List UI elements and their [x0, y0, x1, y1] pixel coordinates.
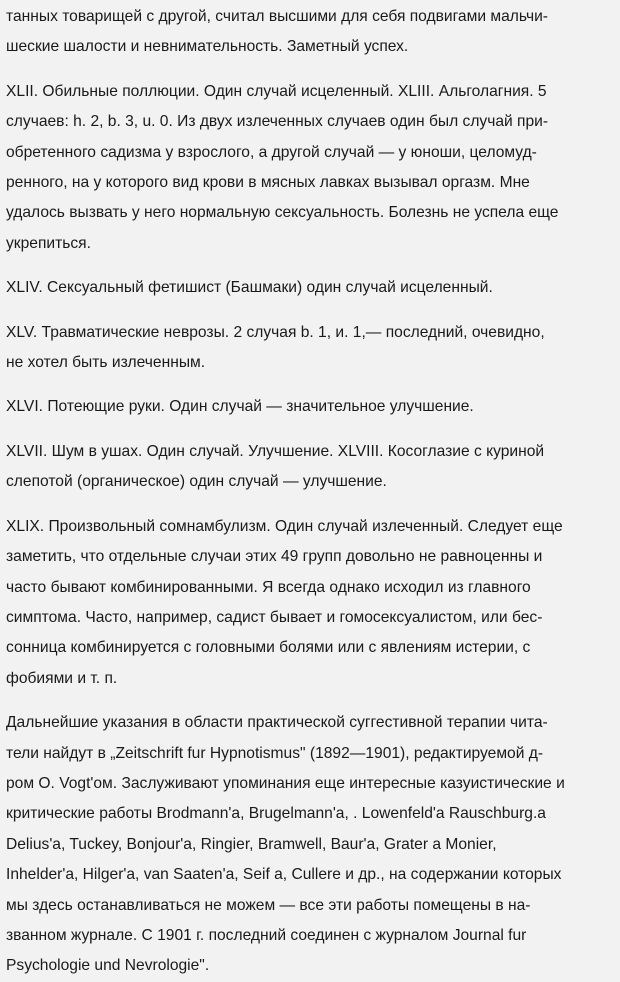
text-line: ром О. Vogt'ом. Заслуживают упоминания еще интересные казуистические и — [6, 774, 565, 792]
text-line: заметить, что отдельные случаи этих 49 групп довольно не равноценны и — [6, 548, 543, 566]
paragraph — [6, 437, 614, 498]
text-line: симптома. Часто, например, садист бывает и гомосексуалистом, или бес- — [6, 608, 543, 626]
text-line: Inhelder'a, Hilger'a, van Saaten'a, Seif a, Cullere и др., на содержании которых — [6, 866, 562, 884]
text-line: XLIX. Произвольный сомнамбулизм. Один случай излеченный. Следует еще — [6, 517, 563, 535]
paragraph — [6, 512, 614, 694]
paragraph — [6, 273, 614, 303]
text-line: XLVII. Шум в ушах. Один случай. Улучшение. XLVIII. Косоглазие с куриной — [6, 442, 545, 460]
text-line: сонница комбинируется с головными болями или с явлениям истерии, с — [6, 639, 531, 657]
text-line: Дальнейшие указания в области практической суггестивной терапии чита- — [6, 714, 548, 732]
text-line: случаев: h. 2, b. 3, u. 0. Из двух излеченных случаев один был случай при- — [6, 113, 549, 131]
paragraph — [6, 392, 614, 422]
text-line: удалось вызвать у него нормальную сексуальность. Болезнь не успела еще — [6, 204, 559, 222]
text-line: XLV. Травматические неврозы. 2 случая b. 1, и. 1,— последний, очевидно, — [6, 323, 545, 341]
text-line: мы здесь останавливаться не можем — все эти работы помещены в на- — [6, 896, 531, 914]
text-line: тели найдут в „Zeitschrift fur Hypnotismus" (1892—1901), редактируемой д- — [6, 744, 544, 762]
text-line: званном журнале. С 1901 г. последний соединен с журналом Journal fur — [6, 926, 527, 944]
paragraph — [6, 2, 614, 63]
text-line: ренного, на у которого вид крови в мясных лавках вызывал оргазм. Мне — [6, 174, 530, 192]
paragraph — [6, 318, 614, 379]
text-line: танных товарищей с другой, считал высшими для себя подвигами мальчи- — [6, 8, 548, 25]
paragraph — [6, 708, 614, 982]
text-line: критические работы Brodmann'a, Brugelmann'a, . Lowenfeld'a Rauschburg.a — [6, 805, 546, 823]
paragraph — [6, 77, 614, 259]
text-line: обретенного садизма у взрослого, а другой случай — у юноши, целомуд- — [6, 143, 537, 161]
text-line: XLII. Обильные поллюции. Один случай исцеленный. XLIII. Альголагния. 5 — [6, 82, 547, 100]
text-line: Psychologie und Nevrologie". — [6, 957, 210, 975]
text-line: не хотел быть излеченным. — [6, 354, 206, 372]
text-line: шеские шалости и невнимательность. Заметный успех. — [6, 38, 409, 56]
text-line: укрепиться. — [6, 234, 91, 252]
text-line: XLVI. Потеющие руки. Один случай — значительное улучшение. — [6, 398, 474, 416]
text-line: Delius'a, Tuckey, Bonjour'a, Ringier, Bramwell, Baur'a, Grater a Monier, — [6, 835, 497, 853]
text-line: часто бывают комбинированными. Я всегда однако исходил из главного — [6, 578, 531, 596]
text-line: слепотой (органическое) один случай — улучшение. — [6, 473, 387, 491]
text-line: фобиями и т. п. — [6, 669, 118, 687]
text-line: XLIV. Сексуальный фетишист (Башмаки) один случай исцеленный. — [6, 279, 493, 297]
text-body — [6, 2, 614, 982]
